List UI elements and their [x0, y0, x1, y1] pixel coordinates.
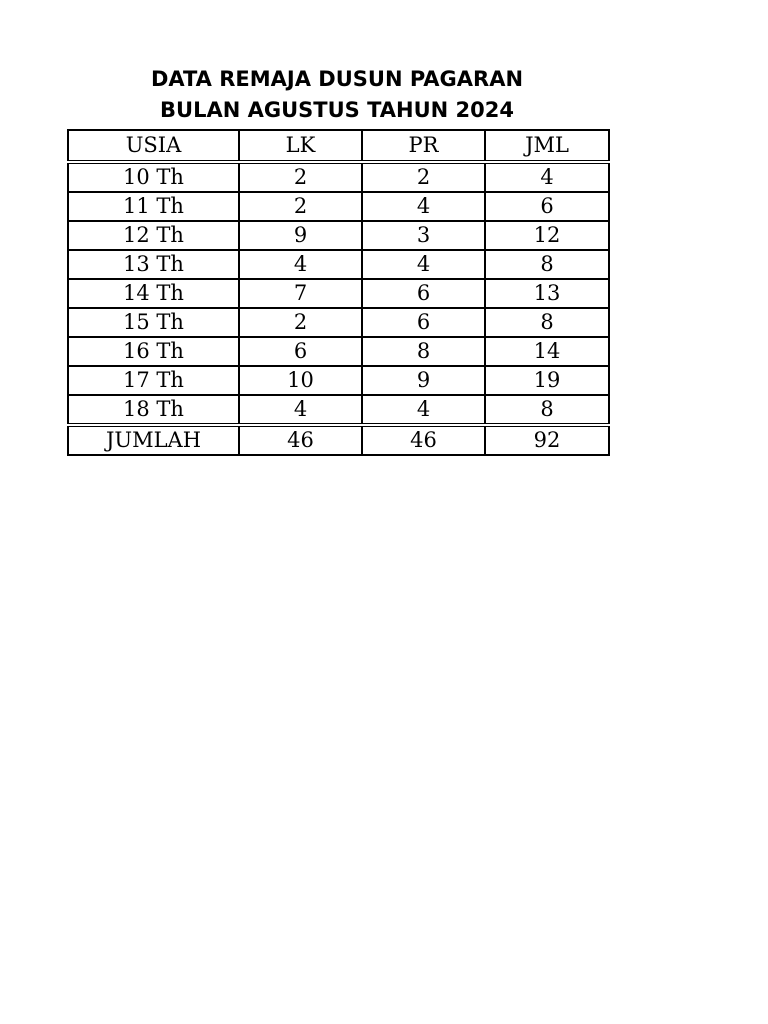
title-line-2: BULAN AGUSTUS TAHUN 2024 — [160, 98, 514, 122]
total-lk: 46 — [239, 425, 362, 455]
table-row — [68, 366, 609, 395]
table-row — [68, 221, 609, 250]
table-row — [68, 279, 609, 308]
total-jml: 92 — [485, 425, 609, 455]
cell-lk: 4 — [239, 250, 362, 279]
table-row — [68, 250, 609, 279]
cell-lk: 2 — [239, 308, 362, 337]
cell-pr: 9 — [362, 366, 485, 395]
cell-pr: 8 — [362, 337, 485, 366]
cell-jml: 4 — [485, 162, 609, 192]
cell-jml: 14 — [485, 337, 609, 366]
cell-lk: 2 — [239, 192, 362, 221]
header-jml: JML — [485, 130, 609, 162]
cell-usia: 11 Th — [68, 192, 239, 221]
total-label: JUMLAH — [68, 425, 239, 455]
cell-usia: 18 Th — [68, 395, 239, 425]
cell-pr: 4 — [362, 192, 485, 221]
table-row — [68, 162, 609, 192]
cell-usia: 17 Th — [68, 366, 239, 395]
cell-pr: 6 — [362, 308, 485, 337]
title-line-1: DATA REMAJA DUSUN PAGARAN — [150, 67, 524, 91]
table-row — [68, 192, 609, 221]
cell-usia: 14 Th — [68, 279, 239, 308]
table-total-row — [68, 425, 609, 455]
cell-pr: 4 — [362, 250, 485, 279]
cell-jml: 12 — [485, 221, 609, 250]
cell-jml: 6 — [485, 192, 609, 221]
table-row — [68, 308, 609, 337]
cell-lk: 7 — [239, 279, 362, 308]
header-pr: PR — [362, 130, 485, 162]
cell-pr: 2 — [362, 162, 485, 192]
document-title — [67, 64, 607, 126]
cell-pr: 4 — [362, 395, 485, 425]
cell-lk: 9 — [239, 221, 362, 250]
table-row — [68, 337, 609, 366]
cell-jml: 8 — [485, 250, 609, 279]
total-pr: 46 — [362, 425, 485, 455]
header-usia: USIA — [68, 130, 239, 162]
cell-lk: 10 — [239, 366, 362, 395]
cell-jml: 8 — [485, 308, 609, 337]
cell-usia: 15 Th — [68, 308, 239, 337]
cell-jml: 8 — [485, 395, 609, 425]
youth-data-table — [67, 129, 610, 456]
cell-pr: 6 — [362, 279, 485, 308]
table-header-row — [68, 130, 609, 162]
cell-lk: 6 — [239, 337, 362, 366]
cell-lk: 4 — [239, 395, 362, 425]
table-row — [68, 395, 609, 425]
cell-lk: 2 — [239, 162, 362, 192]
cell-usia: 16 Th — [68, 337, 239, 366]
header-lk: LK — [239, 130, 362, 162]
cell-pr: 3 — [362, 221, 485, 250]
cell-jml: 19 — [485, 366, 609, 395]
cell-jml: 13 — [485, 279, 609, 308]
cell-usia: 12 Th — [68, 221, 239, 250]
cell-usia: 13 Th — [68, 250, 239, 279]
cell-usia: 10 Th — [68, 162, 239, 192]
